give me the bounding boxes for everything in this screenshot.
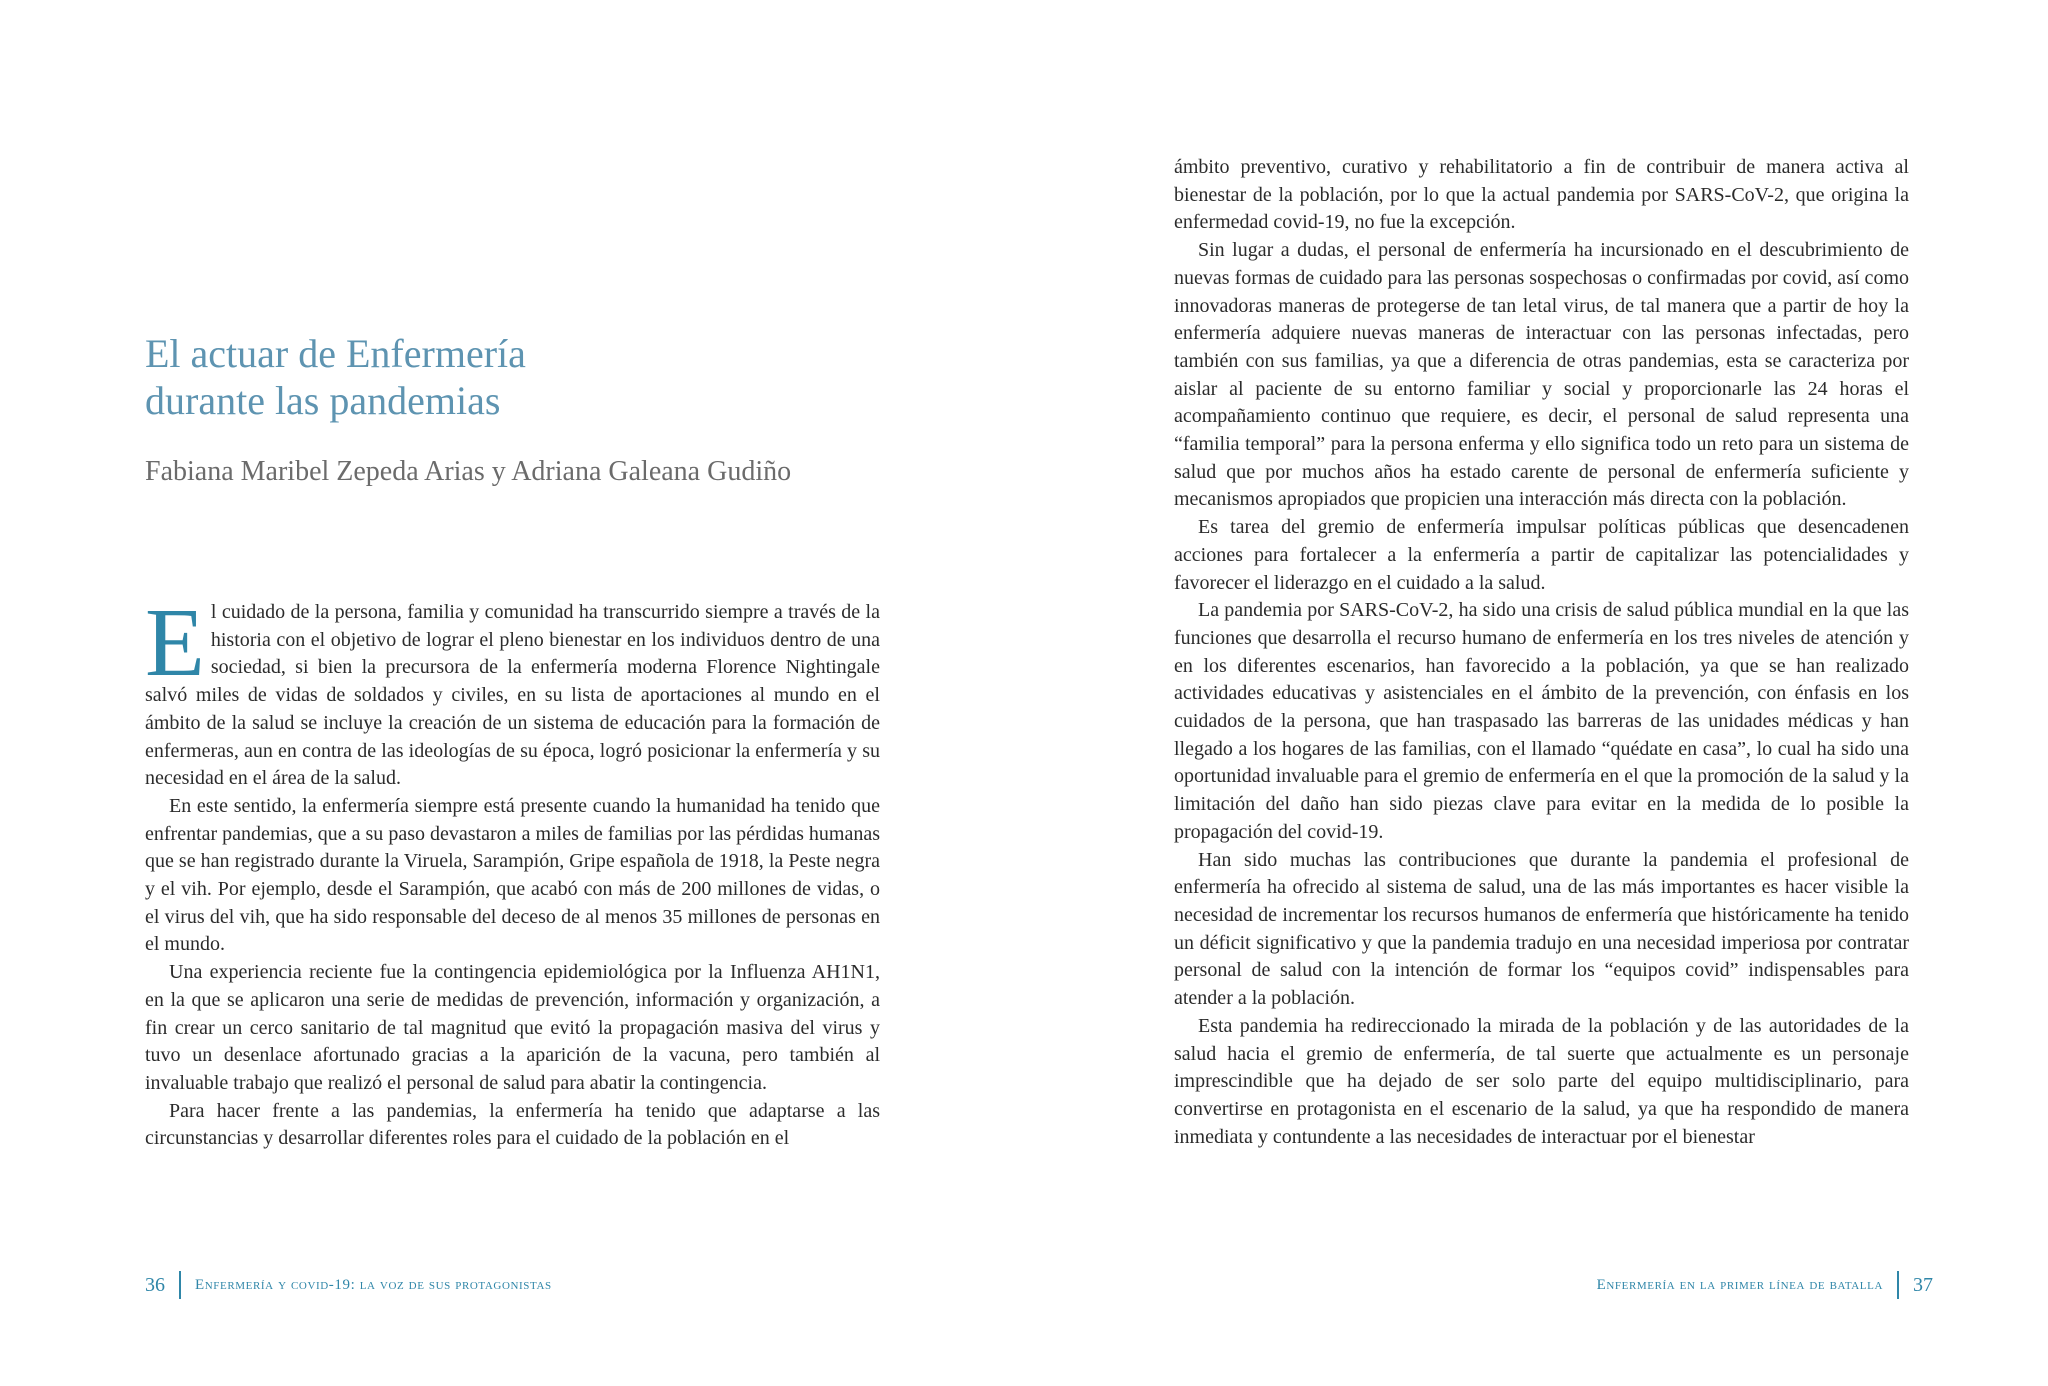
page-number: 37 — [1913, 1274, 1933, 1296]
paragraph: Una experiencia reciente fue la contingencia epidemiológica por la Influenza AH1N1, en la que se aplicaron una serie de medidas de prevención, información y organización, a fin crear un cerco sanitario de tal magnitud que evitó la propagación masiva del virus y tuvo un desenlace afortunado gracias a la aparición de la vacuna, pero también al invaluable trabajo que realizó el personal de salud para abatir la contingencia. — [145, 961, 880, 1094]
chapter-title-line-2: durante las pandemias — [145, 378, 501, 423]
paragraph: Esta pandemia ha redireccionado la mirada de la población y de las autoridades de la salud hacia el gremio de enfermería, de tal suerte que actualmente es un personaje imprescindible que ha dejado de ser solo parte del equipo multidisciplinario, para convertirse en protagonista en el escenario de la salud, ya que ha respondido de manera inmediata y contundente a las necesidades de interactuar por el bienestar — [1174, 1014, 1909, 1148]
paragraph: Es tarea del gremio de enfermería impulsar políticas públicas que desencadenen acciones para fortalecer a la enfermería a partir de capitalizar las potencialidades y favorecer el liderazgo en el cuidado a la salud. — [1174, 516, 1909, 594]
paragraph: Sin lugar a dudas, el personal de enfermería ha incursionado en el descubrimiento de nuevas formas de cuidado para las personas sospechosas o confirmadas por covid, así como innovadoras maneras de protegerse de tan letal virus, de tal manera que a partir de hoy la enfermería adquiere nuevas maneras de interactuar con las personas infectadas, pero también con sus familias, ya que a diferencia de otras pandemias, esta se caracteriza por aislar al paciente de su entorno familiar y social y proporcionarle las 24 horas el acompañamiento continuo que requiere, es decir, el personal de salud representa una “familia temporal” para la persona enferma y ello significa todo un reto para un sistema de salud que por muchos años ha estado carente de personal de enfermería suficiente y mecanismos apropiados que propicien una interacción más directa con la población. — [1174, 239, 1909, 511]
paragraph: Han sido muchas las contribuciones que durante la pandemia el profesional de enfermería ha ofrecido al sistema de salud, una de las más importantes es hacer visible la necesidad de incrementar los recursos humanos de enfermería que históricamente ha tenido un déficit significativo y que la pandemia tradujo en una necesidad imperiosa por contratar personal de salud con la intención de formar los “equipos covid” indispensables para atender a la población. — [1174, 848, 1909, 1010]
left-body-text — [145, 589, 880, 1153]
paragraph: La pandemia por SARS-CoV-2, ha sido una crisis de salud pública mundial en la que las funciones que desarrolla el recurso humano de enfermería en los tres niveles de atención y en los diferentes escenarios, han favorecido a la población, ya que se han realizado actividades educativas y asistenciales en el ámbito de la prevención, con énfasis en los cuidados de la persona, que han traspasado las barreras de las unidades médicas y han llegado a los hogares de las familias, con el llamado “quédate en casa”, lo cual ha sido una oportunidad invaluable para el gremio de enfermería en el que la promoción de la salud y la limitación del daño han sido piezas clave para evitar en la medida de lo posible la propagación del covid-19. — [1174, 599, 1909, 843]
chapter-authors: Fabiana Maribel Zepeda Arias y Adriana Galeana Gudiño — [145, 456, 792, 487]
page-number: 36 — [145, 1274, 165, 1296]
footer-divider — [179, 1271, 181, 1299]
right-body-text — [1174, 154, 1909, 1151]
paragraph: ámbito preventivo, curativo y rehabilitatorio a fin de contribuir de manera activa al bienestar de la población, por lo que la actual pandemia por SARS-CoV-2, que origina la enfermedad covid-19, no fue la excepción. — [1174, 156, 1909, 234]
paragraph: Para hacer frente a las pandemias, la enfermería ha tenido que adaptarse a las circunstancias y desarrollar diferentes roles para el cuidado de la población en el — [145, 1099, 880, 1150]
drop-cap: E — [145, 589, 205, 697]
running-head: Enfermería en la primer línea de batalla — [1596, 1277, 1883, 1293]
right-page — [1024, 0, 2048, 1386]
right-page-footer — [1597, 1271, 1933, 1299]
paragraph: En este sentido, la enfermería siempre está presente cuando la humanidad ha tenido que enfrentar pandemias, que a su paso devastaron a miles de familias por las pérdidas humanas que se han registrado durante la Viruela, Sarampión, Gripe española de 1918, la Peste negra y el vih. Por ejemplo, desde el Sarampión, que acabó con más de 200 millones de vidas, o el virus del vih, que ha sido responsable del deceso de al menos 35 millones de personas en el mundo. — [145, 794, 880, 956]
running-head: Enfermería y covid-19: la voz de sus protagonistas — [195, 1277, 552, 1293]
left-page-footer — [145, 1271, 552, 1299]
footer-divider — [1897, 1271, 1899, 1299]
paragraph — [145, 589, 880, 793]
chapter-title-line-1: El actuar de Enfermería — [145, 331, 526, 376]
paragraph-text: l cuidado de la persona, familia y comunidad ha transcurrido siempre a través de la historia con el objetivo de lograr el pleno bienestar en los individuos dentro de una sociedad, si bien la precursora de la enfermería moderna Florence Nightingale salvó miles de vidas de soldados y civiles, en su lista de aportaciones al mundo en el ámbito de la salud se incluye la creación de un sistema de educación para la formación de enfermeras, aun en contra de las ideologías de su época, logró posicionar la enfermería y su necesidad en el área de la salud. — [145, 601, 880, 790]
chapter-title — [145, 330, 865, 424]
